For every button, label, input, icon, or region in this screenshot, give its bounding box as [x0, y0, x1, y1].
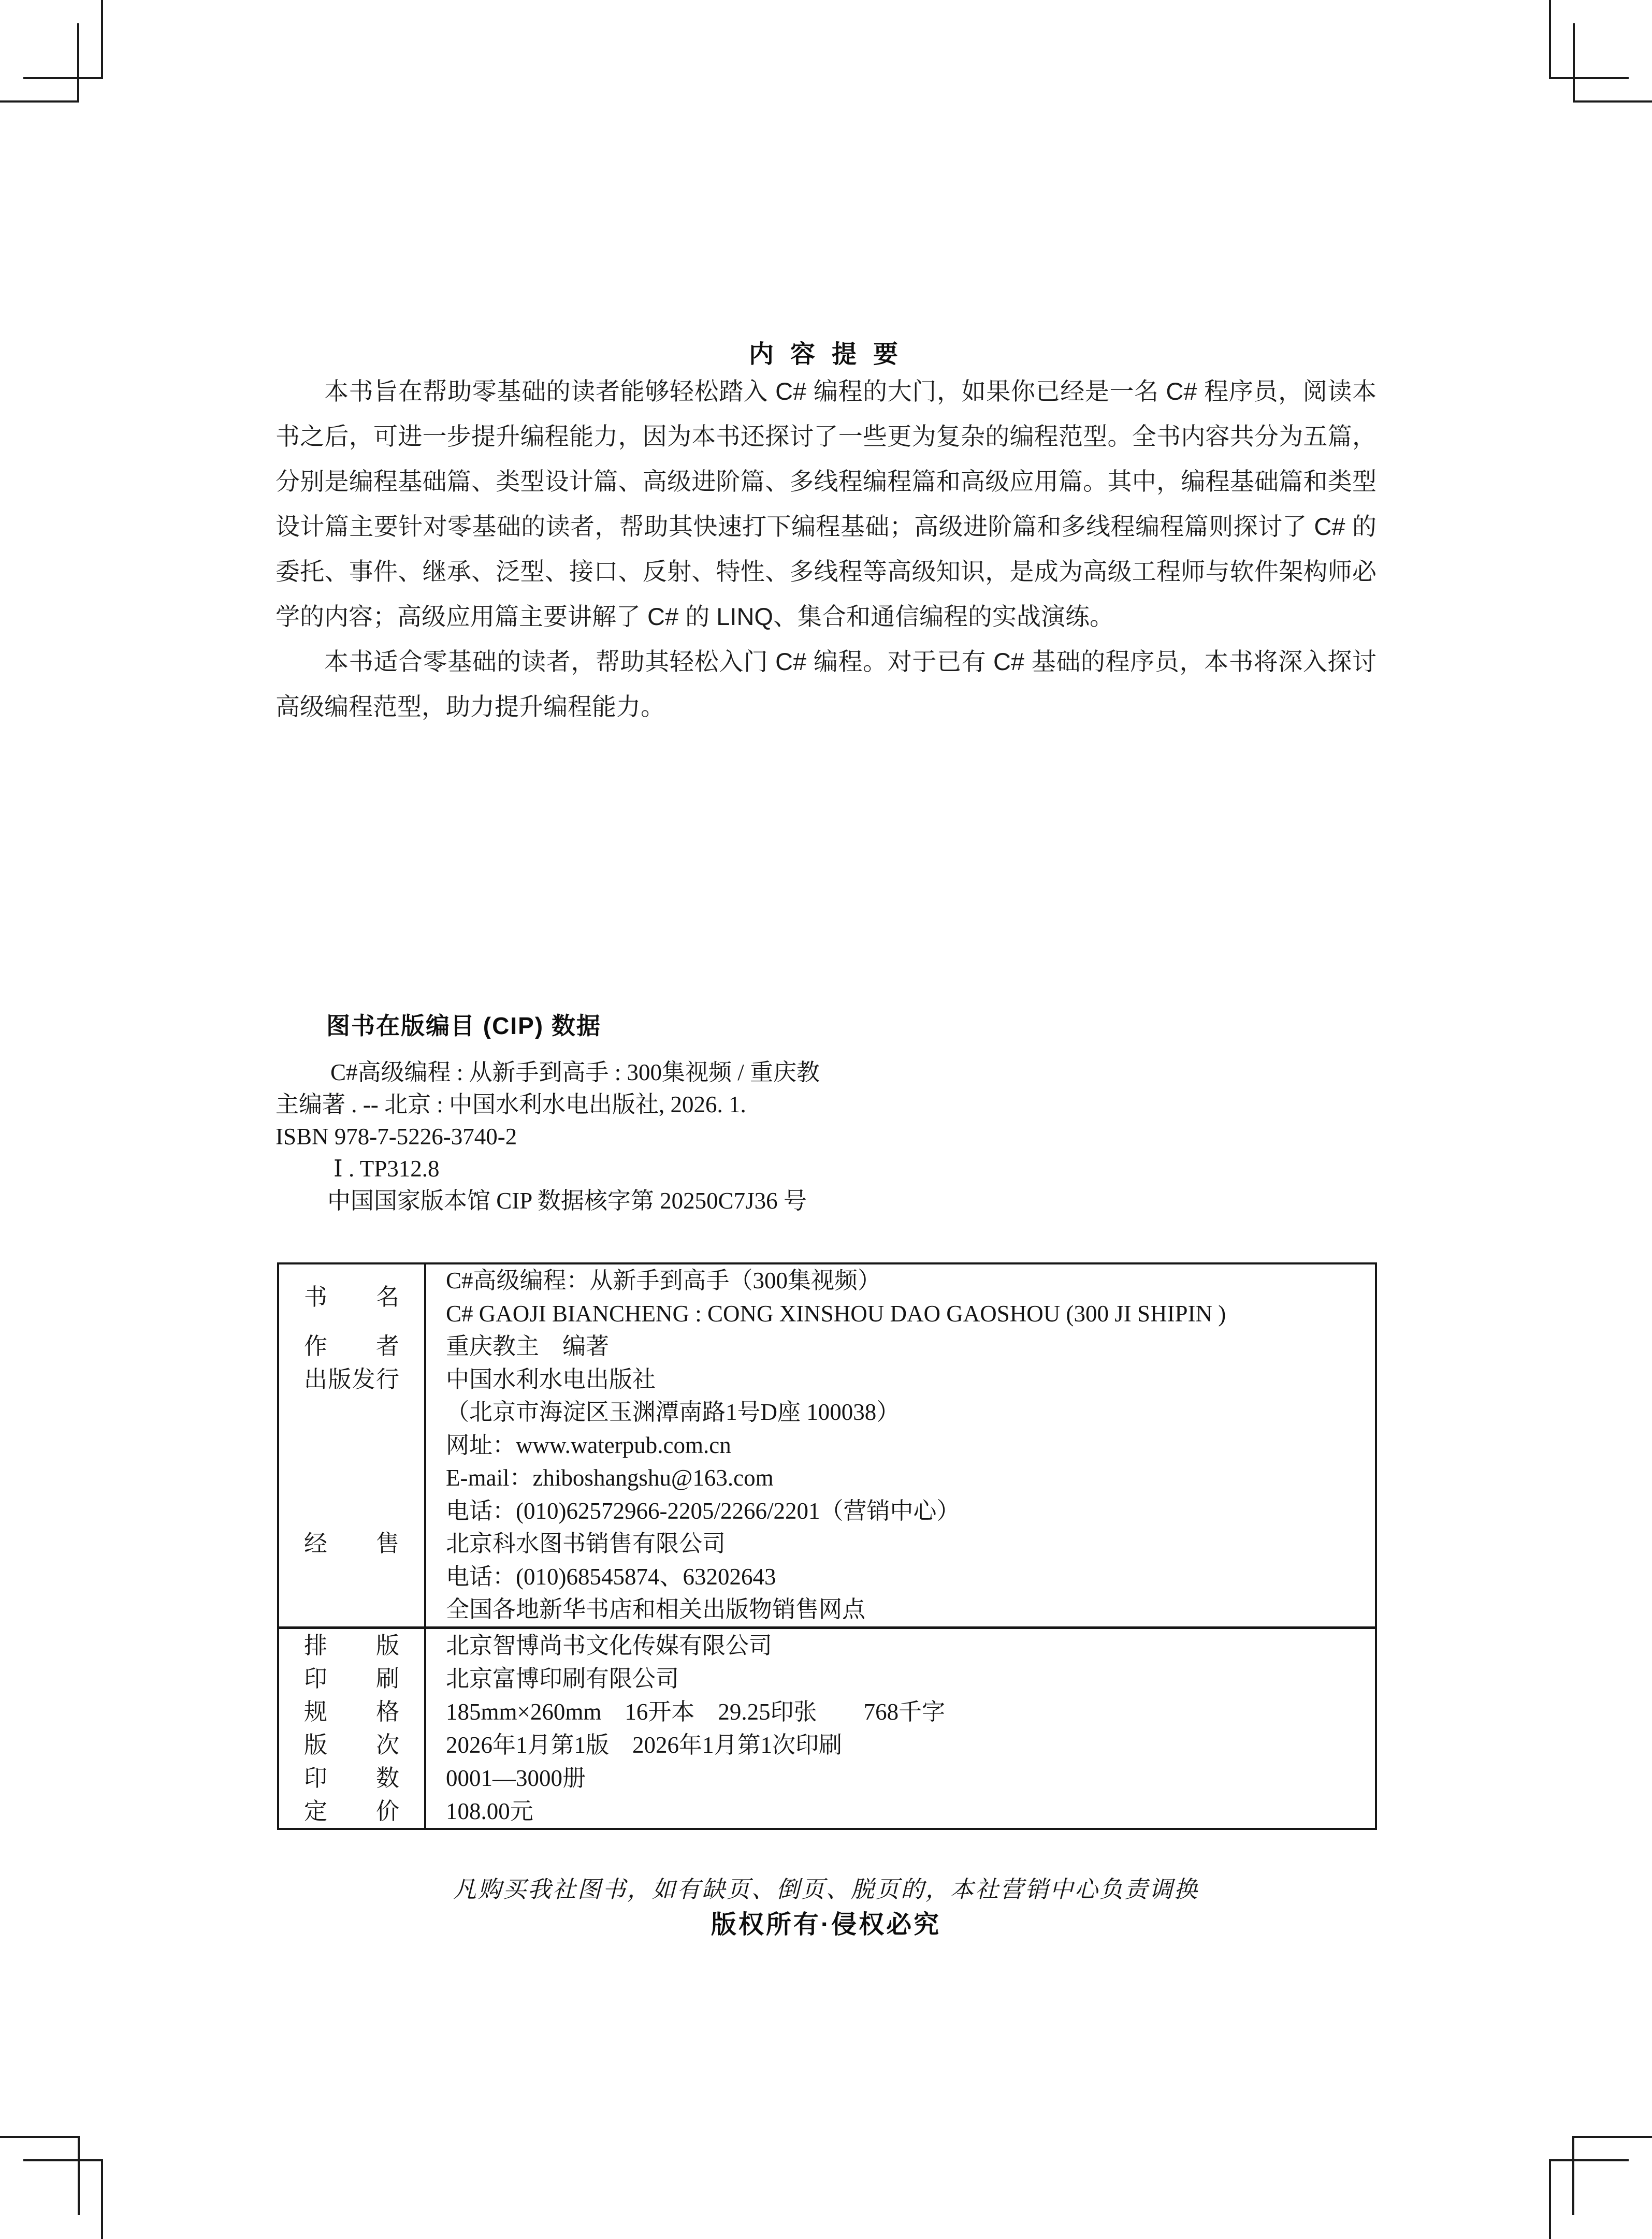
row-label: [279, 1762, 426, 1795]
crop-mark-top-right: [1573, 100, 1652, 103]
row-content-line: C#高级编程：从新手到高手（300集视频）: [446, 1268, 881, 1293]
crop-mark-top-right: [1549, 77, 1629, 79]
crop-mark-top-left: [77, 23, 79, 103]
row-content-line: 重庆教主 编著: [446, 1333, 610, 1359]
row-label: [279, 1695, 426, 1728]
crop-mark-bottom-left: [78, 2136, 80, 2215]
row-content-line: （北京市海淀区玉渊潭南路1号D座 100038）: [446, 1399, 900, 1425]
row-label-char: 者: [375, 1333, 399, 1359]
row-content: [426, 1728, 1375, 1762]
table-row: [279, 1330, 1375, 1363]
colophon-upper-section: [279, 1264, 1375, 1626]
row-content-line: 电话：(010)68545874、63202643: [446, 1563, 776, 1590]
row-content-line: 北京富博印刷有限公司: [446, 1665, 679, 1692]
row-label-char: 印: [304, 1765, 328, 1791]
row-content-line: E-mail：zhiboshangshu@163.com: [446, 1465, 774, 1491]
row-label-char: 行: [375, 1366, 399, 1392]
row-content: [426, 1662, 1375, 1695]
row-label: [279, 1330, 426, 1363]
table-row: [279, 1728, 1375, 1762]
row-label-char: 价: [375, 1798, 399, 1824]
row-content: [426, 1795, 1375, 1828]
row-label-char: 刷: [375, 1665, 399, 1692]
row-content-line: 中国水利水电出版社: [446, 1366, 656, 1392]
row-content-line: 185mm×260mm 16开本 29.25印张 768千字: [446, 1698, 946, 1725]
copyright-notice: 版权所有·侵权必究: [711, 1911, 941, 1939]
row-label-char: 书: [304, 1284, 328, 1310]
row-label-char: 版: [304, 1732, 328, 1758]
row-label-char: 格: [375, 1698, 399, 1725]
row-content: [426, 1330, 1375, 1363]
crop-mark-bottom-right: [1549, 2159, 1629, 2161]
row-content-line: 电话：(010)62572966-2205/2266/2201（营销中心）: [446, 1497, 960, 1524]
row-label-char: 经: [304, 1531, 328, 1557]
cip-line: 主编著 . -- 北京 : 中国水利水电出版社, 2026. 1.: [276, 1092, 746, 1117]
table-row: [279, 1363, 1375, 1528]
colophon-lower-section: [279, 1626, 1375, 1828]
row-label-char: 定: [304, 1798, 328, 1824]
row-content-line: 网址：www.waterpub.com.cn: [446, 1432, 731, 1458]
colophon-table: [277, 1262, 1377, 1830]
row-label-char: 出: [304, 1366, 328, 1392]
row-label: [279, 1264, 426, 1330]
row-content-line: 0001—3000册: [446, 1765, 586, 1791]
row-label-char: 排: [304, 1632, 328, 1659]
row-label-char: 规: [304, 1698, 328, 1725]
table-row: [279, 1695, 1375, 1728]
crop-mark-top-left: [23, 77, 103, 79]
row-content: [426, 1264, 1375, 1330]
row-content-line: 2026年1月第1版 2026年1月第1次印刷: [446, 1732, 843, 1758]
row-content-line: C# GAOJI BIANCHENG : CONG XINSHOU DAO GAOSHOU (300 JI SHIPIN ): [446, 1300, 1226, 1327]
crop-mark-top-left: [101, 0, 103, 79]
row-label-char: 次: [375, 1732, 399, 1758]
row-label-char: 版: [375, 1632, 399, 1659]
crop-mark-top-right: [1549, 0, 1551, 79]
row-content-line: 北京科水图书销售有限公司: [446, 1531, 726, 1557]
row-label: [279, 1662, 426, 1695]
summary-paragraph: 本书适合零基础的读者，帮助其轻松入门 C# 编程。对于已有 C# 基础的程序员，本书将深入探讨高级编程范型，助力提升编程能力。: [276, 648, 1376, 720]
crop-mark-bottom-right: [1549, 2159, 1551, 2239]
row-label-char: 名: [375, 1284, 399, 1310]
crop-mark-top-left: [0, 100, 79, 103]
table-row: [279, 1662, 1375, 1695]
cip-line: Ⅰ . TP312.8: [334, 1156, 440, 1182]
cip-heading: 图书在版编目 (CIP) 数据: [326, 1012, 601, 1039]
table-row: [279, 1528, 1375, 1626]
row-content-line: 全国各地新华书店和相关出版物销售网点: [446, 1596, 866, 1622]
row-label-char: 版: [328, 1366, 352, 1392]
row-label: [279, 1363, 426, 1528]
crop-mark-bottom-right: [1572, 2136, 1574, 2215]
table-row: [279, 1264, 1375, 1330]
row-label-char: 售: [375, 1531, 399, 1557]
cip-line: ISBN 978-7-5226-3740-2: [276, 1124, 517, 1150]
row-label-char: 印: [304, 1665, 328, 1692]
content-summary: [276, 369, 1376, 729]
table-row: [279, 1795, 1375, 1828]
summary-paragraph: 本书旨在帮助零基础的读者能够轻松踏入 C# 编程的大门，如果你已经是一名 C# 程序员，阅读本书之后，可进一步提升编程能力，因为本书还探讨了一些更为复杂的编程范型。全书内容共分为五篇，分别是编程基础篇、类型设计篇、高级进阶篇、多线程编程篇和高级应用篇。其中，编程基础篇和类型设计篇主要针对零基础的读者，帮助其快速打下编程基础；高级进阶篇和多线程编程篇则探讨了 C# 的委托、事件、继承、泛型、接口、反射、特性、多线程等高级知识，是成为高级工程师与软件架构师必学的内容；高级应用篇主要讲解了 C# 的 LINQ、集合和通信编程的实战演练。: [276, 377, 1376, 630]
row-label: [279, 1629, 426, 1662]
row-content: [426, 1695, 1375, 1728]
crop-mark-bottom-right: [1573, 2136, 1652, 2138]
cip-line: C#高级编程 : 从新手到高手 : 300集视频 / 重庆教: [330, 1059, 820, 1085]
cip-line: 中国国家版本馆 CIP 数据核字第 20250C7J36 号: [327, 1188, 807, 1214]
row-content: [426, 1528, 1375, 1626]
crop-mark-bottom-left: [0, 2136, 79, 2138]
table-row: [279, 1762, 1375, 1795]
row-label-char: 数: [375, 1765, 399, 1791]
page-title: 内 容 提 要: [748, 341, 903, 368]
row-label-char: 发: [352, 1366, 375, 1392]
table-row: [279, 1629, 1375, 1662]
crop-mark-top-right: [1573, 23, 1575, 103]
row-content-line: 北京智博尚书文化传媒有限公司: [446, 1632, 773, 1659]
cip-block: [276, 1056, 1259, 1217]
row-label: [279, 1728, 426, 1762]
crop-mark-bottom-left: [23, 2159, 103, 2161]
row-content: [426, 1629, 1375, 1662]
row-label: [279, 1528, 426, 1626]
crop-mark-bottom-left: [101, 2159, 103, 2239]
row-label: [279, 1795, 426, 1828]
exchange-notice: 凡购买我社图书，如有缺页、倒页、脱页的，本社营销中心负责调换: [453, 1877, 1199, 1902]
row-content: [426, 1762, 1375, 1795]
row-content: [426, 1363, 1375, 1528]
row-content-line: 108.00元: [446, 1798, 533, 1824]
row-label-char: 作: [304, 1333, 328, 1359]
